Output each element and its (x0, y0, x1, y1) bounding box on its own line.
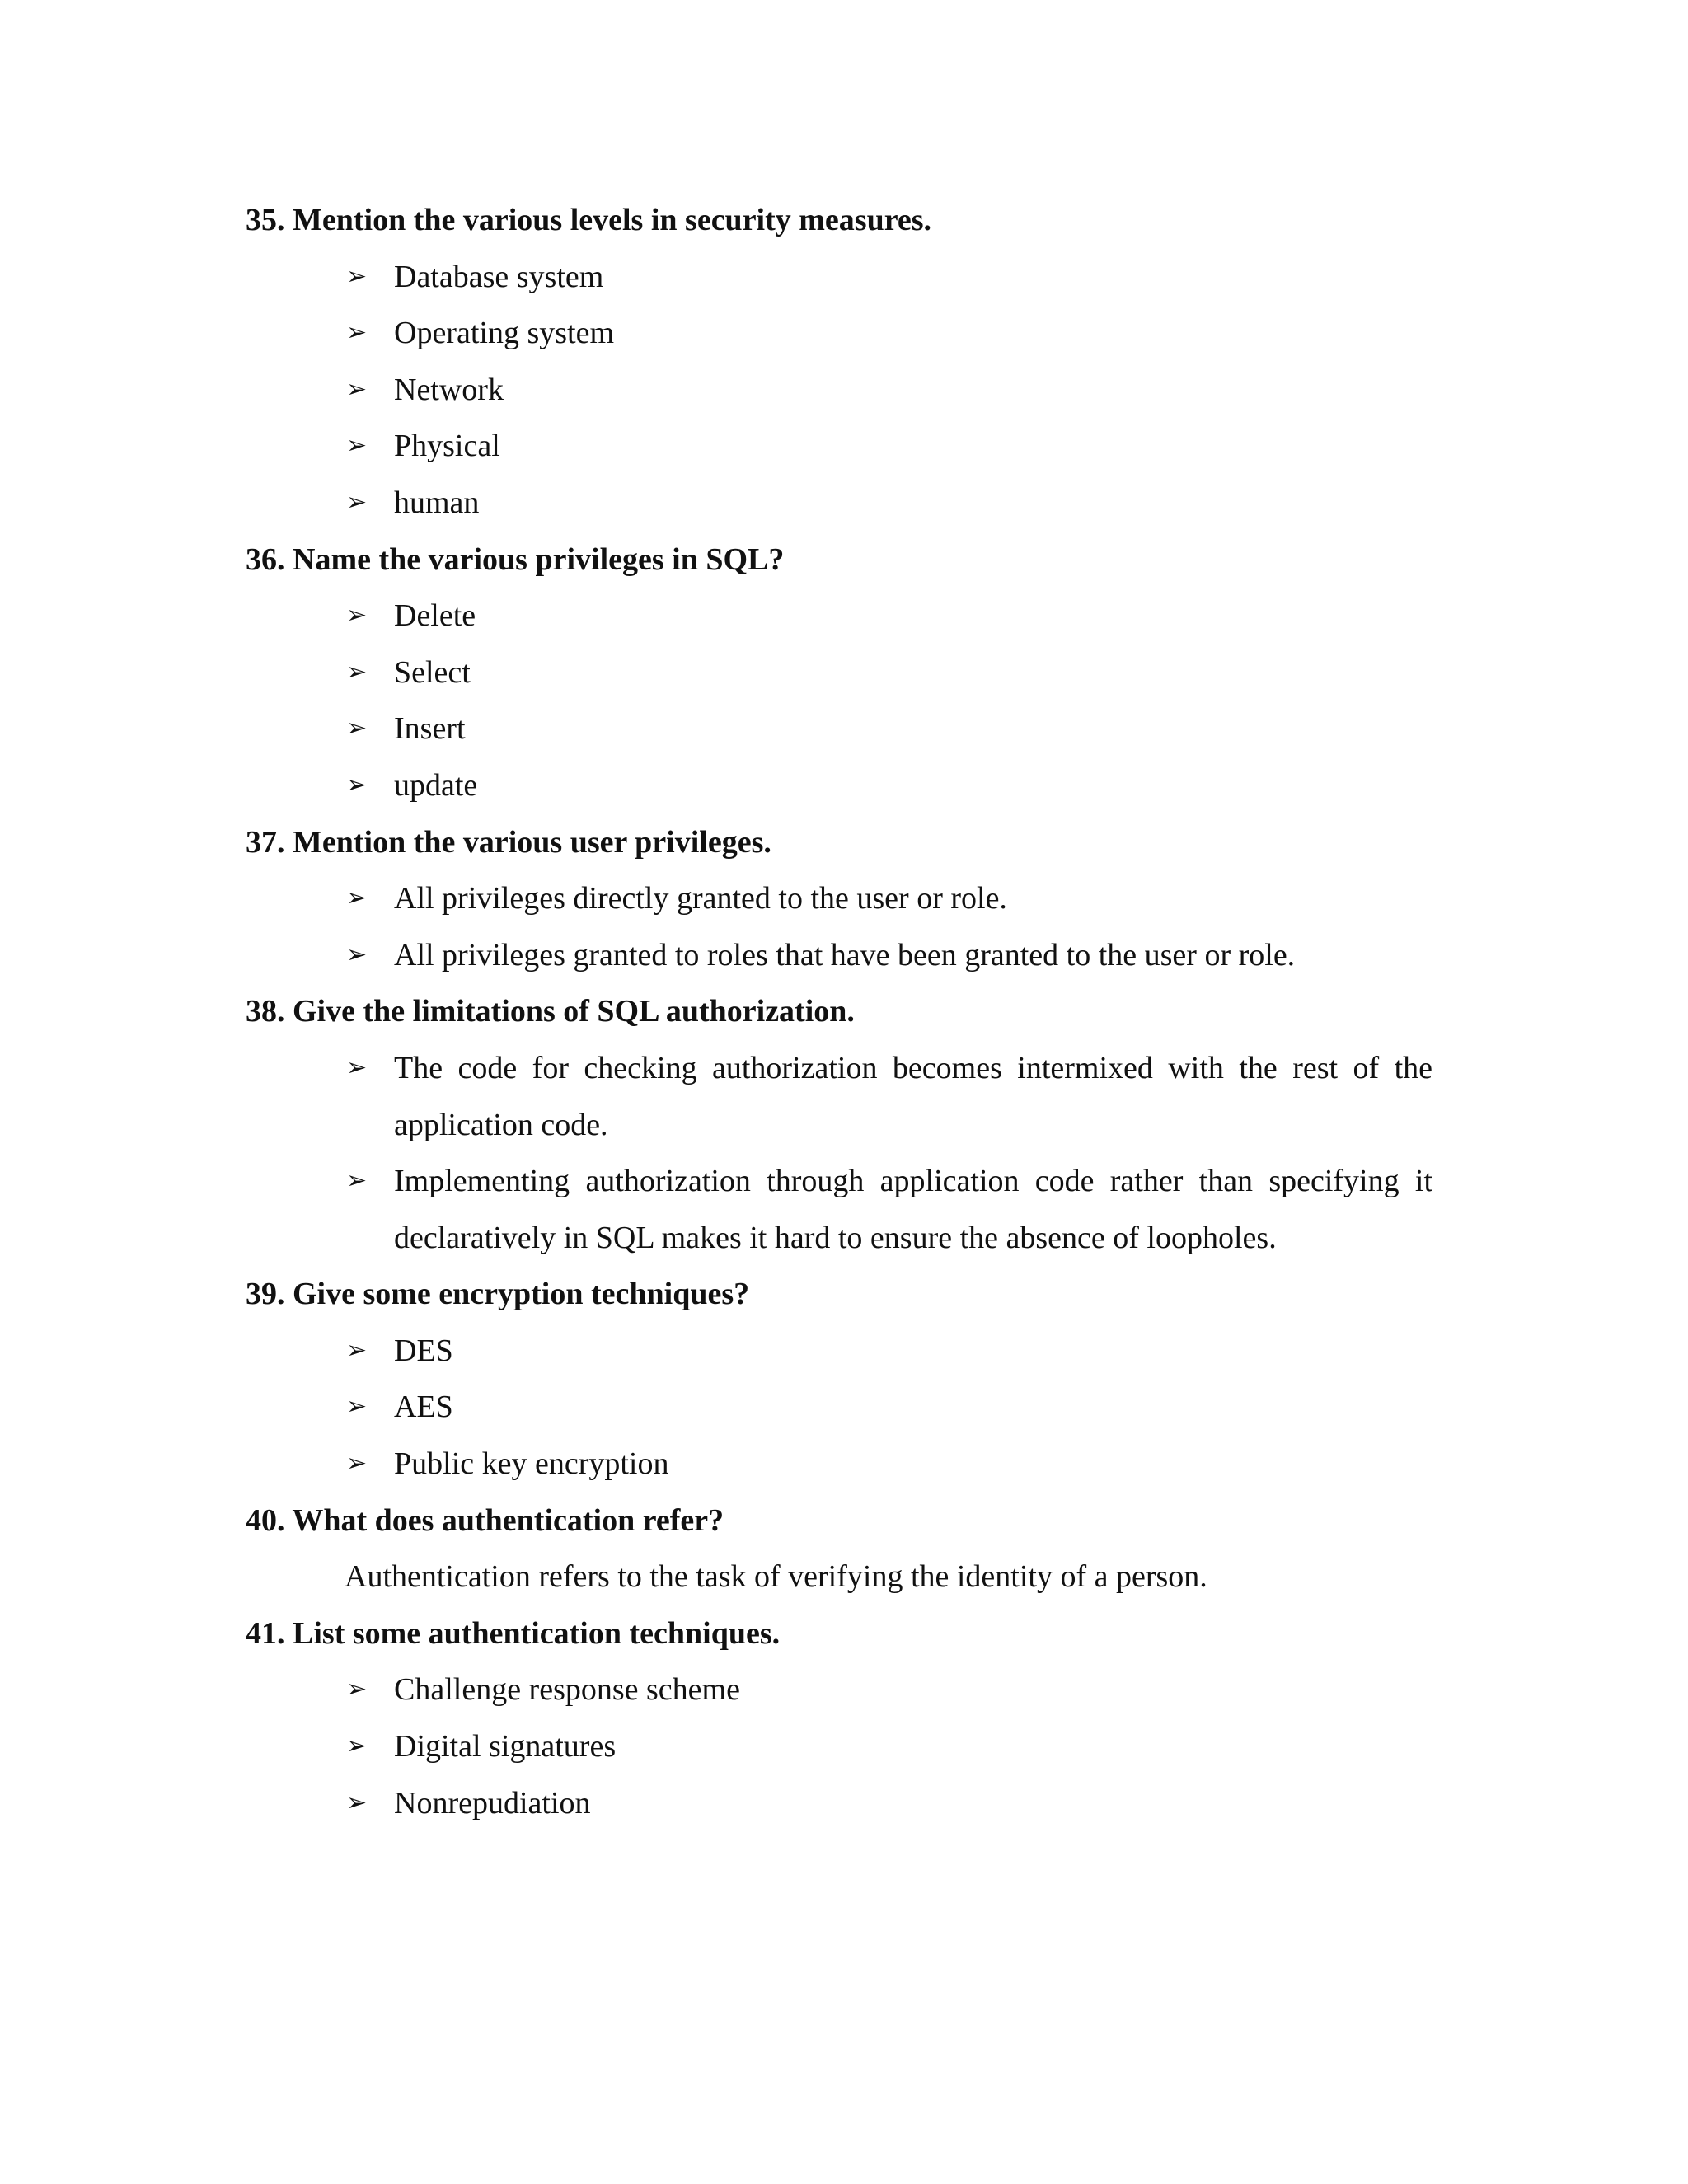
list-item (246, 701, 1432, 757)
list-item-text: All privileges granted to roles that have been granted to the user or role. (394, 937, 1296, 972)
list-item (246, 475, 1432, 532)
list-item (246, 1379, 1432, 1436)
arrowhead-bullet-icon: ➢ (346, 1052, 368, 1082)
list-item (246, 418, 1432, 475)
list-item (246, 305, 1432, 362)
arrowhead-bullet-icon: ➢ (346, 940, 368, 969)
list-item (246, 1323, 1432, 1380)
list-item-text: Network (394, 372, 504, 407)
question-heading: 37. Mention the various user privileges. (246, 824, 771, 860)
list-item (246, 588, 1432, 644)
question-41 (246, 1605, 1432, 1831)
list-item-text: Select (394, 654, 471, 690)
list-item (246, 644, 1432, 701)
list-item-text: All privileges directly granted to the user or role. (394, 881, 1007, 916)
list-item (246, 1775, 1432, 1832)
list-item-text: Digital signatures (394, 1729, 617, 1765)
arrowhead-bullet-icon: ➢ (346, 1335, 368, 1365)
arrowhead-bullet-icon: ➢ (346, 487, 368, 517)
list-item (246, 1718, 1432, 1775)
list-item-text: update (394, 767, 478, 803)
list-item-text: The code for checking authorization becomes intermixed with the rest of the application code. (394, 1050, 1432, 1142)
list-item (246, 757, 1432, 814)
question-heading: 38. Give the limitations of SQL authorization. (246, 994, 855, 1029)
arrowhead-bullet-icon: ➢ (346, 1732, 368, 1761)
question-heading: 36. Name the various privileges in SQL? (246, 541, 785, 577)
question-40 (246, 1493, 1432, 1605)
arrowhead-bullet-icon: ➢ (346, 1166, 368, 1196)
arrowhead-bullet-icon: ➢ (346, 1449, 368, 1479)
arrowhead-bullet-icon: ➢ (346, 318, 368, 348)
list-item-text: Operating system (394, 316, 615, 351)
question-heading: 41. List some authentication techniques. (246, 1615, 781, 1651)
list-item-text: Public key encryption (394, 1446, 669, 1482)
list-item (246, 1661, 1432, 1718)
list-item-text: Delete (394, 598, 476, 634)
question-37 (246, 814, 1432, 984)
list-item-text: AES (394, 1390, 453, 1425)
answer-text: Authentication refers to the task of verifying the identity of a person. (345, 1559, 1207, 1595)
list-item (246, 1153, 1432, 1266)
document-content (246, 192, 1432, 1831)
arrowhead-bullet-icon: ➢ (346, 770, 368, 799)
list-item-text: Implementing authorization through application code rather than specifying it declaratively in SQL makes it hard to ensure the absence of loopholes. (394, 1164, 1432, 1255)
list-item-text: DES (394, 1333, 453, 1368)
list-item-text: Challenge response scheme (394, 1672, 740, 1708)
question-35 (246, 192, 1432, 532)
list-item (246, 1436, 1432, 1493)
list-item (246, 870, 1432, 927)
question-heading: 39. Give some encryption techniques? (246, 1277, 750, 1312)
list-item (246, 927, 1432, 984)
list-item-text: human (394, 485, 480, 520)
arrowhead-bullet-icon: ➢ (346, 601, 368, 630)
arrowhead-bullet-icon: ➢ (346, 714, 368, 743)
arrowhead-bullet-icon: ➢ (346, 261, 368, 291)
list-item-text: Database system (394, 259, 604, 294)
arrowhead-bullet-icon: ➢ (346, 374, 368, 404)
question-heading: 40. What does authentication refer? (246, 1502, 724, 1538)
list-item (246, 1040, 1432, 1153)
arrowhead-bullet-icon: ➢ (346, 883, 368, 913)
list-item-text: Nonrepudiation (394, 1785, 591, 1821)
arrowhead-bullet-icon: ➢ (346, 1392, 368, 1422)
question-36 (246, 532, 1432, 814)
arrowhead-bullet-icon: ➢ (346, 657, 368, 687)
arrowhead-bullet-icon: ➢ (346, 1675, 368, 1704)
question-heading: 35. Mention the various levels in security measures. (246, 203, 932, 237)
list-item (246, 249, 1432, 306)
arrowhead-bullet-icon: ➢ (346, 1788, 368, 1817)
list-item (246, 362, 1432, 419)
question-39 (246, 1266, 1432, 1492)
list-item-text: Insert (394, 711, 466, 747)
question-38 (246, 983, 1432, 1266)
arrowhead-bullet-icon: ➢ (346, 431, 368, 461)
list-item-text: Physical (394, 429, 500, 464)
